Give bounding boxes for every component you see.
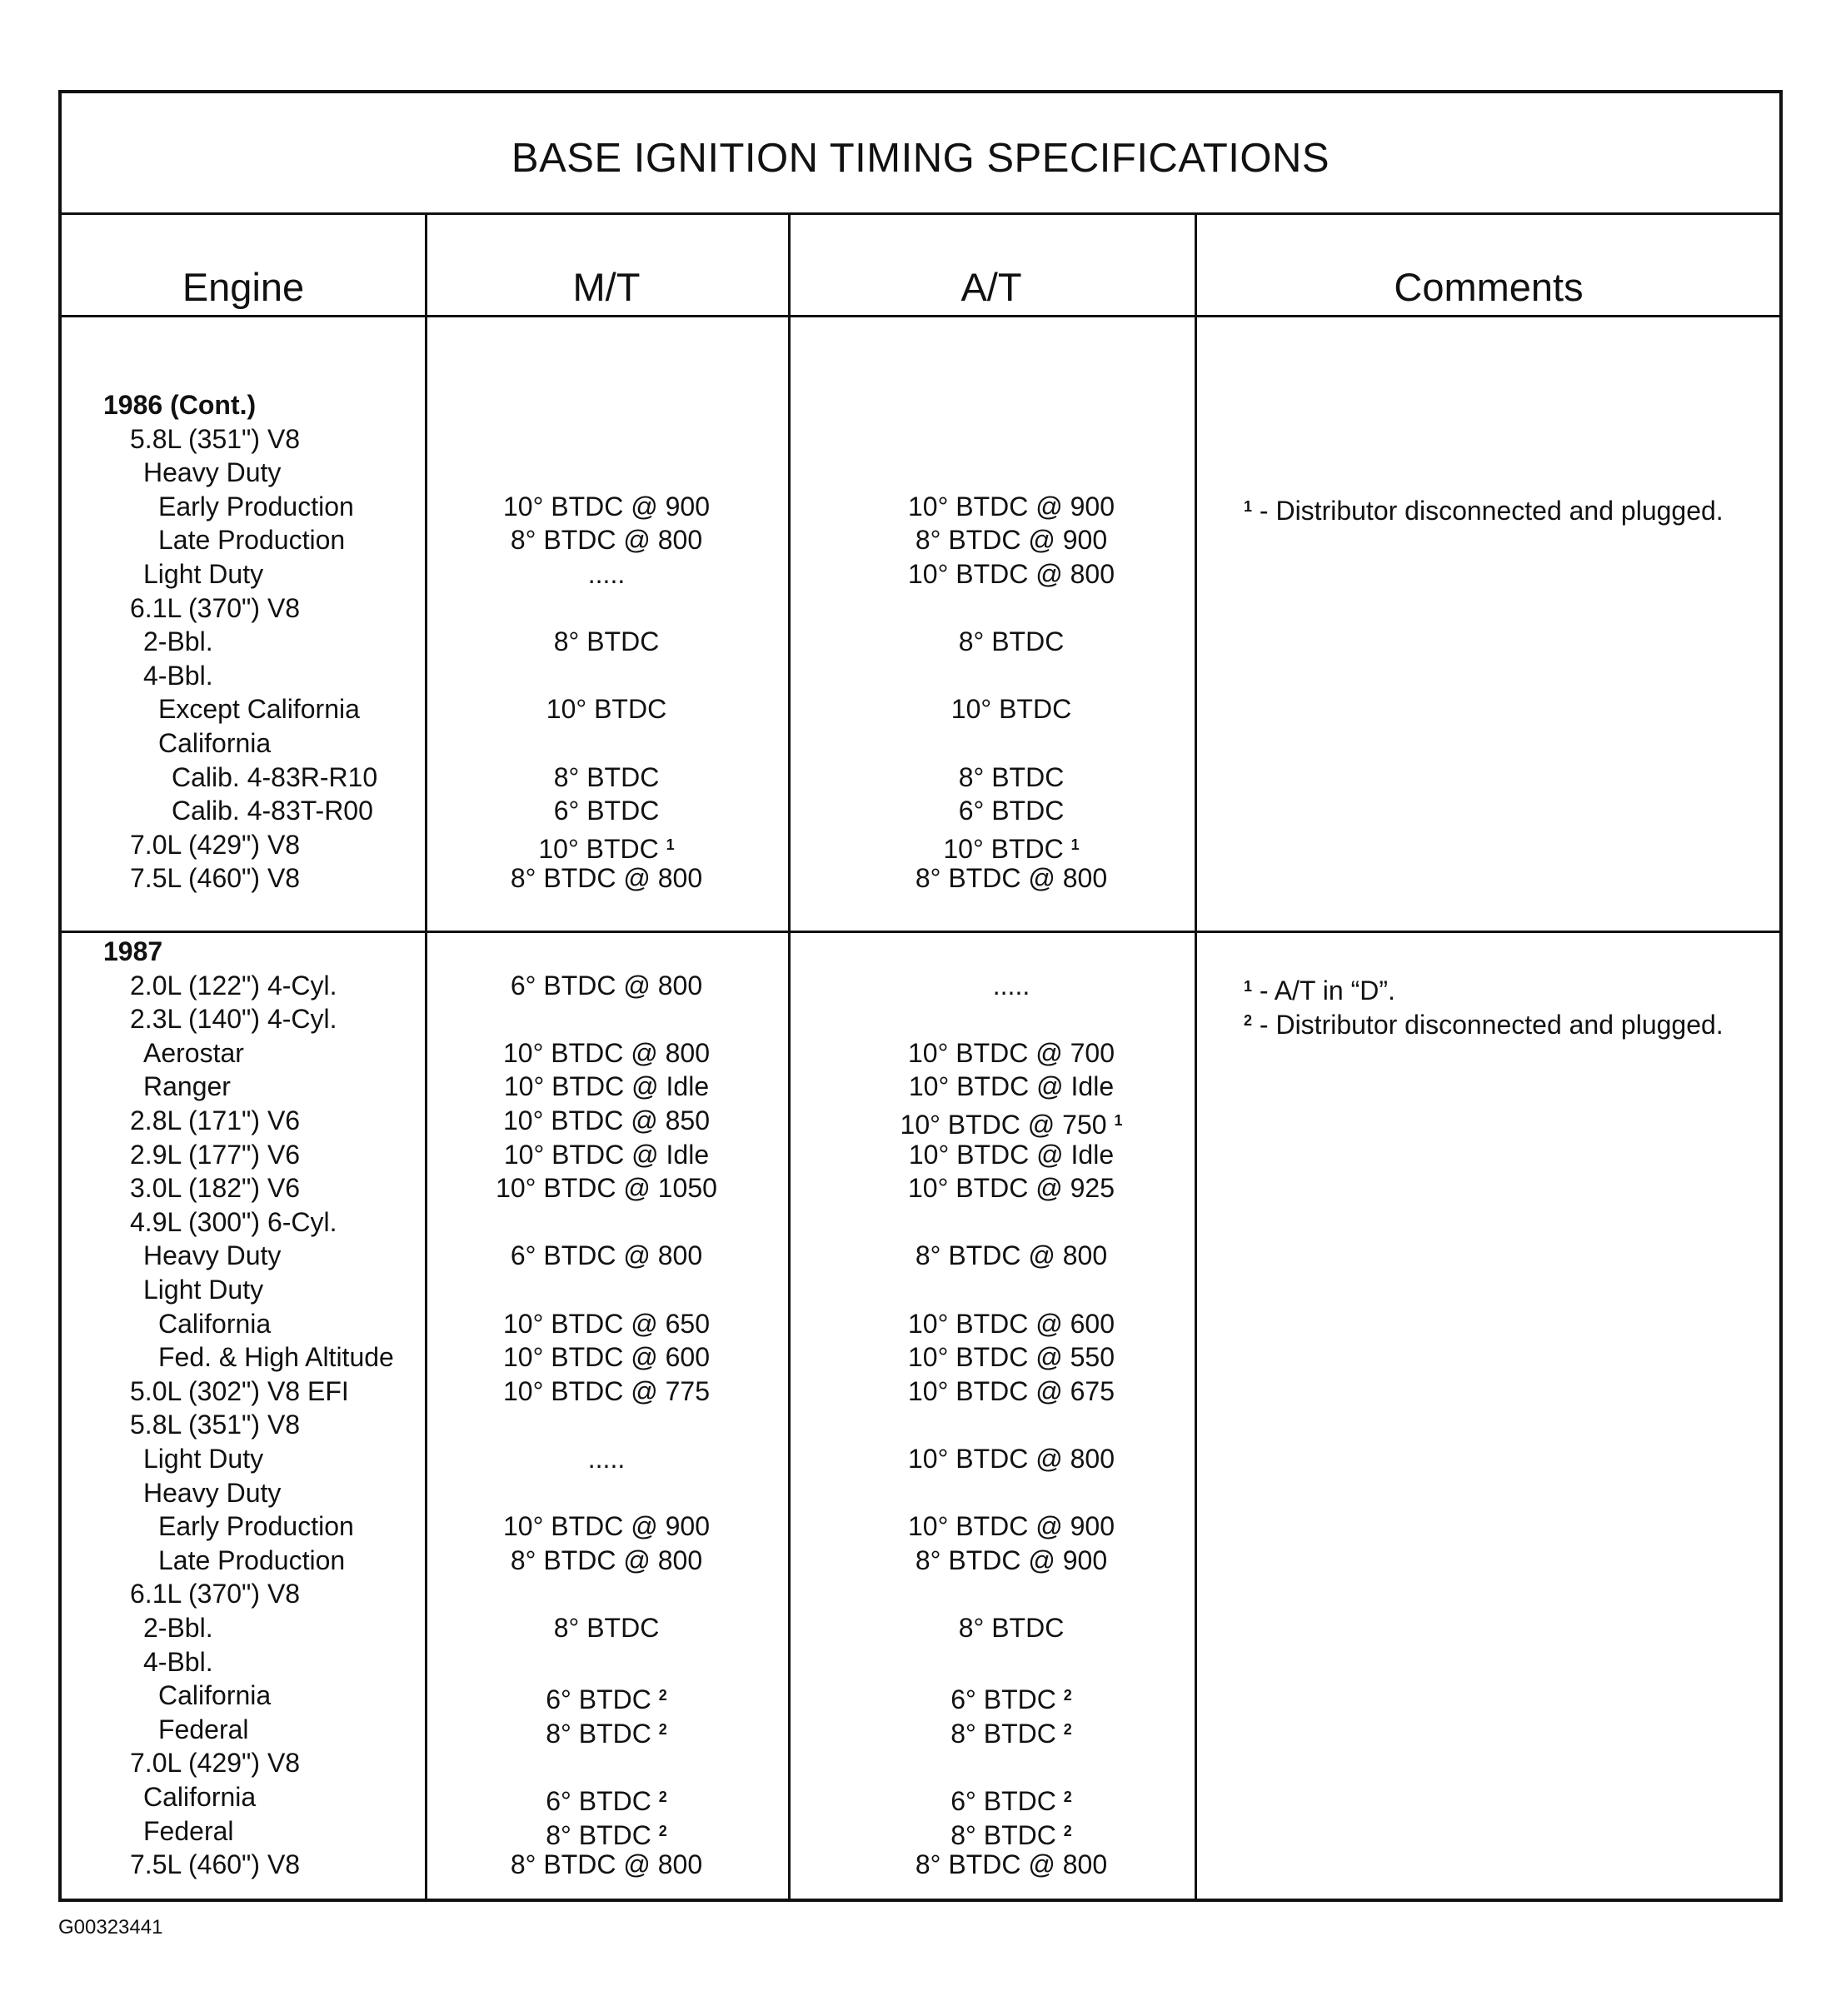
mt-cell [425,1239,788,1272]
table-row [62,422,1195,456]
comment-text: - Distributor disconnected and plugged. [1252,1009,1724,1040]
at-value: 8° BTDC [950,1819,1056,1850]
footnote-marker: 2 [658,1720,667,1738]
mt-value: 10° BTDC @ 775 [502,1375,711,1406]
table-row [62,861,1195,895]
engine-cell: California [158,1308,272,1339]
table-row [62,625,1195,658]
at-value: 8° BTDC @ 800 [915,1849,1108,1880]
mt-cell [425,1679,788,1716]
at-value: 10° BTDC @ 700 [907,1037,1115,1068]
at-cell [807,861,1215,895]
engine-cell: 4-Bbl. [143,1646,213,1677]
table-row [62,1577,1195,1610]
engine-cell: 4.9L (300") 6-Cyl. [130,1206,337,1237]
footnote-marker: 2 [658,1822,667,1839]
mt-cell [425,1375,788,1408]
at-cell [807,692,1215,726]
at-value: 10° BTDC @ 800 [907,559,1115,589]
engine-cell: 2.0L (122") 4-Cyl. [130,970,337,1001]
comment-note [1244,490,1724,527]
footnote-marker: 1 [666,836,675,853]
table-row [62,1307,1195,1340]
mt-value: 6° BTDC [546,1684,651,1715]
header-engine: Engine [182,265,305,309]
mt-value: 10° BTDC @ 1050 [496,1173,717,1204]
table-row [62,1510,1195,1543]
engine-cell: California [143,1782,257,1812]
footnote-marker: 1 [1114,1112,1123,1129]
mt-value: 6° BTDC @ 800 [510,1240,703,1271]
engine-cell: 5.8L (351") V8 [130,423,301,454]
table-row [62,1713,1195,1749]
mt-value: 6° BTDC [553,796,660,826]
table-row [62,1780,1195,1814]
engine-cell: 7.0L (429") V8 [130,829,301,860]
at-value: 8° BTDC [958,761,1065,792]
footnote-marker: 2 [1063,1822,1072,1839]
table-row [62,1442,1195,1475]
engine-cell: Except California [158,694,360,725]
table-row [62,456,1195,489]
table-row [62,1544,1195,1577]
at-value: 10° BTDC @ 750 [900,1110,1107,1140]
header-mt: M/T [572,265,641,309]
engine-cell: Late Production [158,525,346,556]
table-row [62,1138,1195,1171]
at-cell [807,557,1215,591]
mt-cell [425,1814,788,1852]
at-value: 10° BTDC @ Idle [908,1139,1115,1170]
engine-cell: 2-Bbl. [143,626,213,657]
at-value: 10° BTDC @ 900 [907,491,1115,521]
engine-cell: Heavy Duty [143,1240,282,1271]
engine-cell: Calib. 4-83T-R00 [172,796,373,826]
header-comments: Comments [1394,265,1584,309]
header-at: A/T [960,265,1022,309]
mt-value: 8° BTDC @ 800 [510,863,703,894]
table-row [62,659,1195,692]
mt-cell [425,1848,788,1881]
mt-value: 8° BTDC [553,761,660,792]
table-row [62,761,1195,794]
table-row [62,1645,1195,1679]
mt-cell [425,1611,788,1644]
table-row [62,1104,1195,1140]
mt-value: 10° BTDC @ Idle [503,1071,710,1102]
engine-cell: Early Production [158,491,354,521]
mt-value: 8° BTDC [553,1613,660,1643]
mt-cell [425,1340,788,1374]
footnote-marker: 2 [1063,1789,1072,1805]
mt-value: 10° BTDC @ 850 [502,1105,711,1135]
engine-cell: 7.5L (460") V8 [130,863,301,894]
mt-value: 8° BTDC [553,626,660,657]
footnote-marker: 2 [1063,1687,1072,1704]
table-row [62,1746,1195,1779]
mt-value: 8° BTDC @ 800 [510,525,703,556]
at-value: 10° BTDC [943,833,1064,864]
mt-value: 8° BTDC [546,1718,651,1749]
at-value: 10° BTDC @ 900 [907,1511,1115,1542]
comment-marker: 1 [1244,978,1253,995]
mt-value: 8° BTDC @ 800 [510,1544,703,1575]
engine-cell: Late Production [158,1544,346,1575]
mt-cell [425,861,788,895]
at-value: 10° BTDC @ 925 [907,1173,1115,1204]
at-cell [807,1611,1215,1644]
at-cell [807,1780,1215,1818]
table-row [62,1611,1195,1644]
mt-cell [425,557,788,591]
table-row [62,1375,1195,1408]
mt-value: 10° BTDC [538,833,659,864]
at-cell [807,1375,1215,1408]
mt-cell [425,1544,788,1577]
at-cell [807,1848,1215,1881]
engine-cell: 3.0L (182") V6 [130,1173,301,1204]
table-row [62,388,1195,422]
at-value: 8° BTDC [958,1613,1065,1643]
table-row [62,1814,1195,1848]
at-cell [807,1307,1215,1340]
engine-cell: Federal [143,1815,234,1846]
comment-marker: 2 [1244,1011,1253,1029]
at-cell [807,761,1215,794]
mt-value: 6° BTDC [546,1786,651,1816]
table-row [62,490,1195,523]
engine-cell: 6.1L (370") V8 [130,592,301,623]
table-row [62,591,1195,625]
engine-cell: 5.0L (302") V8 EFI [130,1375,349,1406]
table-row [62,1002,1195,1035]
mt-cell [425,1442,788,1475]
comment-marker: 1 [1244,498,1253,515]
table-row [62,1408,1195,1441]
table-row [62,1036,1195,1070]
at-cell [807,794,1215,827]
at-cell [807,1239,1215,1272]
table-row [62,1171,1195,1205]
mt-value: 10° BTDC @ Idle [503,1139,710,1170]
at-cell [807,1544,1215,1577]
at-cell [807,1814,1215,1852]
at-value: 8° BTDC [950,1718,1056,1749]
table-row [62,1070,1195,1103]
engine-cell: 2.3L (140") 4-Cyl. [130,1004,337,1035]
table-row [62,523,1195,556]
at-cell [807,1510,1215,1543]
mt-cell [425,828,788,866]
mt-value: 10° BTDC @ 900 [502,1511,711,1542]
at-cell [807,1036,1215,1070]
engine-cell: 6.1L (370") V8 [130,1579,301,1609]
table-row [62,692,1195,726]
figure-id: G00323441 [58,1916,163,1939]
at-cell [807,1679,1215,1716]
mt-cell [425,1510,788,1543]
mt-cell [425,490,788,523]
mt-value: ..... [587,1444,626,1474]
engine-cell: 7.0L (429") V8 [130,1748,301,1779]
engine-cell: Light Duty [143,1275,264,1305]
table-row [62,1848,1195,1881]
at-cell [807,1442,1215,1475]
at-value: 8° BTDC @ 900 [915,525,1108,556]
engine-cell: 2-Bbl. [143,1613,213,1643]
footnote-marker: 2 [1063,1720,1072,1738]
mt-cell [425,692,788,726]
title-divider [62,212,1779,215]
comment-text: - Distributor disconnected and plugged. [1252,496,1724,526]
mt-cell [425,1036,788,1070]
comment-text: - A/T in “D”. [1252,976,1395,1006]
engine-cell: Aerostar [143,1037,244,1068]
engine-cell: Fed. & High Altitude [158,1342,394,1373]
table-row [62,1205,1195,1239]
mt-value: 10° BTDC @ 650 [502,1308,711,1339]
footnote-marker: 2 [658,1687,667,1704]
engine-cell: 2.8L (171") V6 [130,1105,301,1135]
mt-cell [425,1171,788,1205]
table-row [62,794,1195,827]
mt-value: 10° BTDC [546,694,667,725]
table-row [62,1679,1195,1715]
engine-cell: 5.8L (351") V8 [130,1410,301,1440]
engine-cell: 1986 (Cont.) [103,390,257,420]
mt-cell [425,523,788,556]
at-value: 10° BTDC @ 675 [907,1375,1115,1406]
table-row [62,935,1195,968]
at-cell [807,828,1215,866]
mt-cell [425,1104,788,1137]
at-value: 10° BTDC @ 600 [907,1308,1115,1339]
mt-cell [425,1713,788,1750]
at-value: 10° BTDC @ Idle [908,1071,1115,1102]
mt-value: ..... [587,559,626,589]
table-row [62,726,1195,760]
timing-spec-table [58,90,1783,1902]
mt-value: 10° BTDC @ 600 [502,1342,711,1373]
table-row [62,557,1195,591]
engine-cell: California [158,728,272,758]
at-value: 6° BTDC [958,796,1065,826]
at-cell [807,969,1215,1002]
mt-value: 10° BTDC @ 800 [502,1037,711,1068]
at-cell [807,523,1215,556]
at-cell [807,490,1215,523]
mt-value: 8° BTDC [546,1819,651,1850]
at-cell [807,1138,1215,1171]
at-value: 8° BTDC @ 900 [915,1544,1108,1575]
engine-cell: Light Duty [143,1444,264,1474]
comment-note [1244,970,1395,1007]
engine-cell: California [158,1680,272,1711]
at-value: 6° BTDC [950,1786,1056,1816]
engine-cell: Heavy Duty [143,1477,282,1508]
at-cell [807,1171,1215,1205]
engine-cell: 1987 [103,936,163,966]
comment-note [1244,1004,1724,1041]
engine-cell: 2.9L (177") V6 [130,1139,301,1170]
at-value: 8° BTDC @ 800 [915,1240,1108,1271]
at-value: 10° BTDC @ 550 [907,1342,1115,1373]
at-cell [807,1070,1215,1103]
at-value: 8° BTDC [958,626,1065,657]
mt-value: 10° BTDC @ 900 [502,491,711,521]
mt-cell [425,794,788,827]
mt-cell [425,761,788,794]
at-cell [807,1340,1215,1374]
engine-cell: Ranger [143,1071,231,1102]
at-cell [807,1104,1215,1141]
table-row [62,1273,1195,1306]
engine-cell: Light Duty [143,559,264,589]
section-divider [62,931,1779,933]
engine-cell: Federal [158,1714,249,1744]
table-row [62,828,1195,864]
table-row [62,1340,1195,1374]
engine-cell: Heavy Duty [143,457,282,488]
at-value: 10° BTDC @ 800 [907,1444,1115,1474]
at-cell [807,625,1215,658]
footnote-marker: 1 [1070,836,1080,853]
mt-cell [425,969,788,1002]
engine-cell: Early Production [158,1511,354,1542]
mt-value: 8° BTDC @ 800 [510,1849,703,1880]
engine-cell: Calib. 4-83R-R10 [172,761,378,792]
mt-cell [425,1138,788,1171]
table-row [62,969,1195,1002]
engine-cell: 7.5L (460") V8 [130,1849,301,1880]
at-value: 6° BTDC [950,1684,1056,1715]
mt-cell [425,1780,788,1818]
mt-cell [425,1307,788,1340]
table-row [62,1476,1195,1510]
header-divider [62,315,1779,317]
at-value: 8° BTDC @ 800 [915,863,1108,894]
engine-cell: 4-Bbl. [143,660,213,691]
table-row [62,1239,1195,1272]
at-value: 10° BTDC [950,694,1072,725]
at-value: ..... [992,970,1030,1001]
table-title: BASE IGNITION TIMING SPECIFICATIONS [511,136,1330,181]
footnote-marker: 2 [658,1789,667,1805]
mt-cell [425,1070,788,1103]
mt-value: 6° BTDC @ 800 [510,970,703,1001]
at-cell [807,1713,1215,1750]
mt-cell [425,625,788,658]
